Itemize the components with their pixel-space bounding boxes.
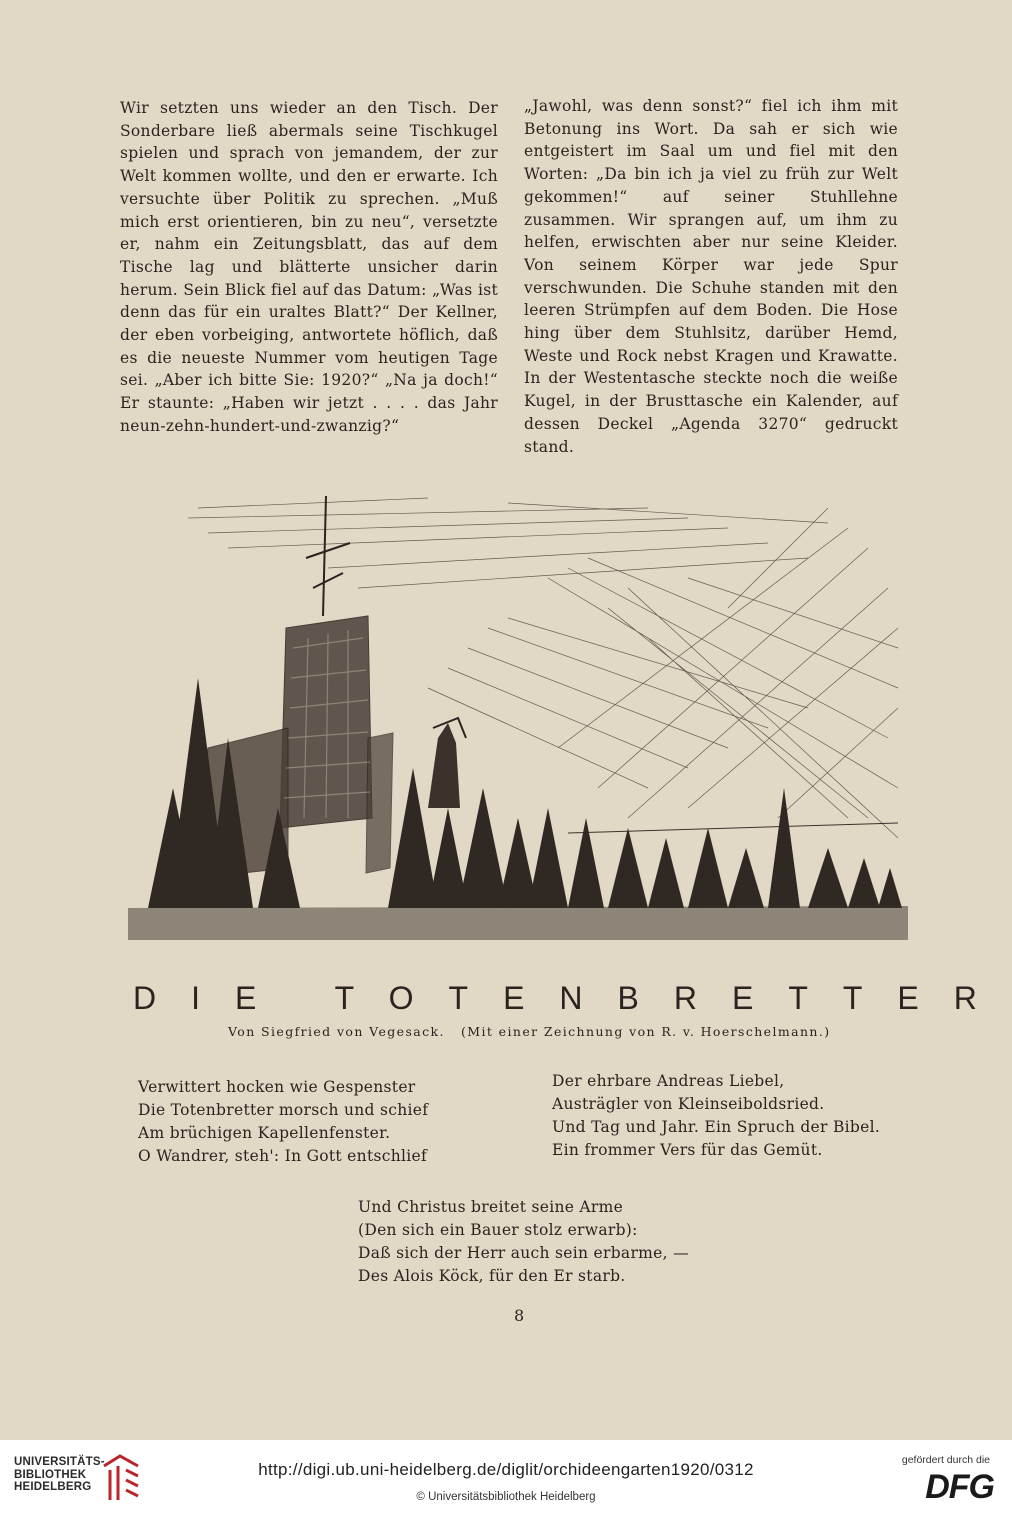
uni-name-line: BIBLIOTHEK bbox=[14, 1468, 87, 1481]
uni-name-line: UNIVERSITÄTS- bbox=[14, 1456, 105, 1468]
poem-line: Der ehrbare Andreas Liebel, bbox=[552, 1072, 785, 1090]
poem-line: (Den sich ein Bauer stolz erwarb): bbox=[358, 1221, 638, 1239]
byline-illustration-note: (Mit einer Zeichnung von R. v. Hoerschelmann.) bbox=[461, 1024, 831, 1039]
poem-line: O Wandrer, steh': In Gott entschlief bbox=[138, 1147, 428, 1165]
poem-byline bbox=[228, 1024, 848, 1039]
poem-line: Die Totenbretter morsch und schief bbox=[138, 1101, 429, 1119]
poem-line: Am brüchigen Kapellenfenster. bbox=[138, 1124, 391, 1142]
poem-stanza-3 bbox=[358, 1196, 689, 1288]
pen-drawing-illustration bbox=[128, 488, 908, 940]
poem-line: Und Christus breitet seine Arme bbox=[358, 1198, 624, 1216]
poem-line: Austrägler von Kleinseiboldsried. bbox=[552, 1095, 825, 1113]
article-left-column bbox=[120, 97, 498, 438]
article-paragraph: „Jawohl, was denn sonst?“ fiel ich ihm mit Betonung ins Wort. Da sah er sich wie entgeistert im Saal um und fiel mit den Worten: „Da bin ich ja viel zu früh zur Welt gekommen!“ auf seiner Stuhllehne zusammen. Wir sprangen auf, um ihm zu helfen, erwischten aber nur seine Kleider. Von seinem Körper war jede Spur verschwunden. Die Schuhe standen mit den leeren Strümpfen auf dem Boden. Die Hose hing über dem Stuhlsitz, darüber Hemd, Weste und Rock nebst Kragen und Krawatte. In der Westentasche steckte noch die weiße Kugel, in der Brusttasche ein Kalender, auf dessen Deckel „Agenda 3270“ gedruckt stand. bbox=[524, 97, 898, 456]
poem-line: Daß sich der Herr auch sein erbarme, — bbox=[358, 1244, 689, 1262]
poem-title: DIE TOTENBRETTER bbox=[133, 980, 1012, 1016]
poem-line: Und Tag und Jahr. Ein Spruch der Bibel. bbox=[552, 1118, 881, 1136]
uni-name-line: HEIDELBERG bbox=[14, 1481, 92, 1493]
copyright-notice: © Universitätsbibliothek Heidelberg bbox=[416, 1491, 596, 1503]
page-url-link[interactable]: http://digi.ub.uni-heidelberg.de/diglit/orchideengarten1920/0312 bbox=[258, 1460, 754, 1479]
poem-stanza-2 bbox=[552, 1070, 880, 1162]
poem-line: Des Alois Köck, für den Er starb. bbox=[358, 1267, 626, 1285]
poem-line: Verwittert hocken wie Gespenster bbox=[138, 1078, 416, 1096]
poem-stanza-1 bbox=[138, 1076, 428, 1168]
article-paragraph: Wir setzten uns wieder an den Tisch. Der Sonderbare ließ abermals seine Tischkugel spielen und sprach von jemandem, der zur Welt kommen wollte, und den er erwarte. Ich versuchte über Politik zu sprechen. „Muß mich erst orientieren, bin zu neu“, versetzte er, nahm ein Zeitungsblatt, das auf dem Tische lag und blätterte unsicher darin herum. Sein Blick fiel auf das Datum: „Was ist denn das für ein uraltes Blatt?“ Der Kellner, der eben vorbeiging, antwortete höflich, daß es die neueste Nummer vom heutigen Tage sei. „Aber ich bitte Sie: 1920?“ „Na ja doch!“ Er staunte: „Haben wir jetzt . . . . das Jahr neun-zehn-hundert-und-zwanzig?“ bbox=[120, 99, 498, 435]
byline-author: Von Siegfried von Vegesack. bbox=[228, 1024, 445, 1039]
library-footer bbox=[0, 1440, 1012, 1517]
page-number: 8 bbox=[514, 1306, 525, 1325]
article-right-column bbox=[524, 95, 898, 458]
dfg-funding-label: gefördert durch die bbox=[901, 1454, 990, 1466]
dfg-logo[interactable]: DFG bbox=[925, 1468, 994, 1506]
poem-line: Ein frommer Vers für das Gemüt. bbox=[552, 1141, 823, 1159]
